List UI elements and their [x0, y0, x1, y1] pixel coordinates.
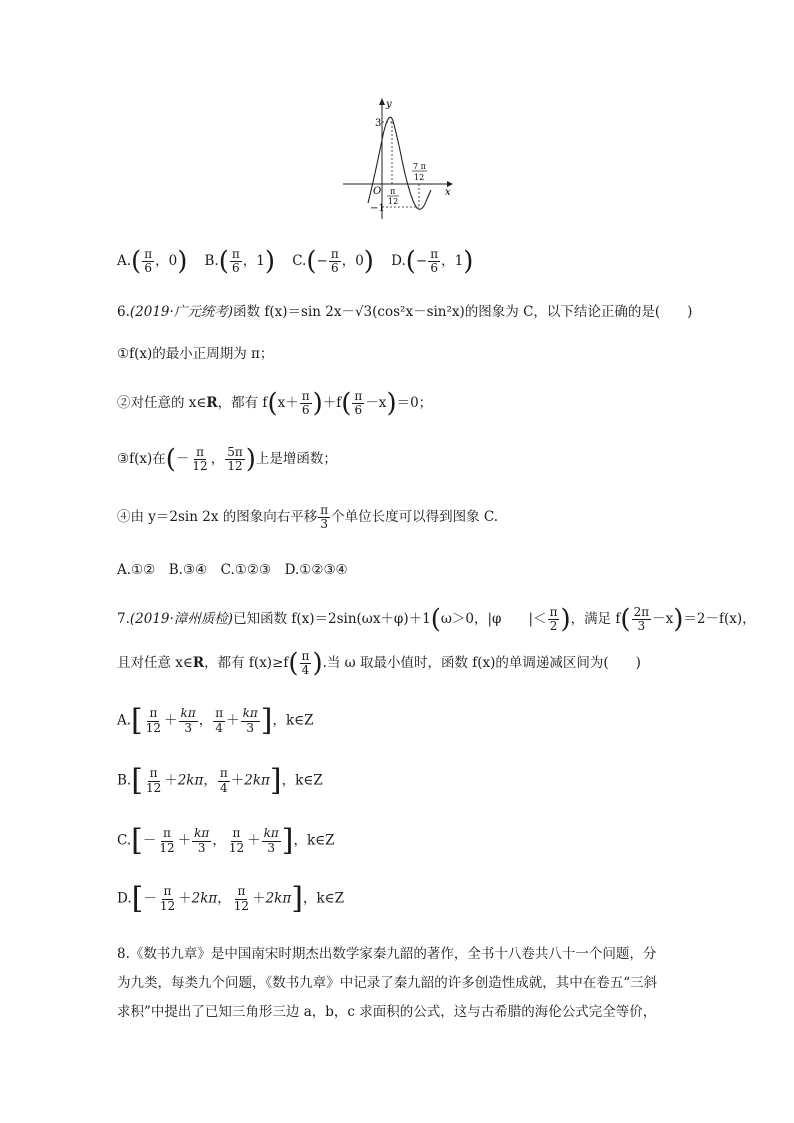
q7-option-b[interactable]: B.[ $\frac{\pi}{12}$ ＋2kπ， $\frac{\pi}{4}$ ＋2kπ]，k∈Z: [117, 763, 323, 798]
function-graph: [335, 95, 465, 225]
max-label: 3: [375, 118, 382, 129]
q5-option-b[interactable]: B.( $\frac{\pi}{6}$ ，1): [204, 246, 276, 277]
q6-statement-4: ④由 y＝2sin 2x 的图象向右平移 $\frac{\pi}{3}$ 个单位长度可以得到图象 C.: [117, 503, 499, 532]
q6-statement-2: ②对任意的 x∈R，都有 f(x＋ $\frac{\pi}{6}$ )＋f( $\frac{\pi}{6}$ －x)＝0；: [117, 388, 433, 419]
q5-option-a[interactable]: A.( $\frac{\pi}{6}$ ，0): [117, 246, 188, 277]
tick2-den: 12: [414, 173, 425, 182]
q7-stem: 7.(2019·漳州质检)已知函数 f(x)＝2sin(ωx＋φ)＋1(ω＞0，|φ |＜ $\frac{\pi}{2}$ )，满足 f( $\frac{2\pi}{3}$ －x)＝2－f(x)，: [117, 604, 756, 635]
q8-line-2: 为九类，每类九个问题，《数书九章》中记录了秦九韶的许多创造性成就，其中在卷五“三斜: [117, 975, 658, 991]
min-label: −1: [370, 203, 385, 214]
q6-statement-1: ①f(x)的最小正周期为 π；: [117, 346, 274, 362]
q5-options: [117, 248, 473, 275]
q6-statement-3: ③f(x)在(－ $\frac{\pi}{12}$ ， $\frac{5\pi}{12}$ )上是增函数；: [117, 444, 337, 475]
q7-option-c[interactable]: C.[－ $\frac{\pi}{12}$ ＋ $\frac{k\pi}{3}$ ， $\frac{\pi}{12}$ ＋ $\frac{k\pi}{3}$ ]，k∈Z: [117, 823, 335, 858]
tick1-den: 12: [388, 197, 399, 206]
tick2-num: 7 π: [413, 162, 426, 171]
y-axis-arrow: [379, 98, 385, 105]
origin-label: O: [373, 186, 382, 197]
q7-option-a[interactable]: A.[ $\frac{\pi}{12}$ ＋ $\frac{k\pi}{3}$ ， $\frac{\pi}{4}$ ＋ $\frac{k\pi}{3}$ ]，k∈Z: [117, 703, 314, 738]
q8-line-1: 8.《数书九章》是中国南宋时期杰出数学家秦九韶的著作，全书十八卷共八十一个问题，分: [117, 946, 657, 962]
q5-option-d[interactable]: D.(− $\frac{\pi}{6}$ ，1): [391, 246, 474, 277]
q5-option-c[interactable]: C.(− $\frac{\pi}{6}$ ，0): [292, 246, 374, 277]
tick1-num: π: [390, 187, 396, 196]
q7-option-d[interactable]: D.[－ $\frac{\pi}{12}$ ＋2kπ， $\frac{\pi}{12}$ ＋2kπ]，k∈Z: [117, 881, 345, 916]
q6-stem: 6.(2019·广元统考)函数 f(x)＝sin 2x－√3(cos²x－sin²x)的图象为 C，以下结论正确的是( ): [117, 304, 693, 320]
y-axis-label: y: [386, 99, 392, 110]
q8-line-3: 求积”中提出了已知三角形三边 a，b，c 求面积的公式，这与古希腊的海伦公式完全等价，: [117, 1004, 657, 1020]
q7-stem-line2: 且对任意 x∈R，都有 f(x)≥f( $\frac{\pi}{4}$ ).当 ω 取最小值时，函数 f(x)的单调递减区间为( ): [117, 648, 641, 679]
q6-answers[interactable]: A.①② B.③④ C.①②③ D.①②③④: [117, 562, 348, 578]
x-axis-label: x: [445, 187, 451, 198]
